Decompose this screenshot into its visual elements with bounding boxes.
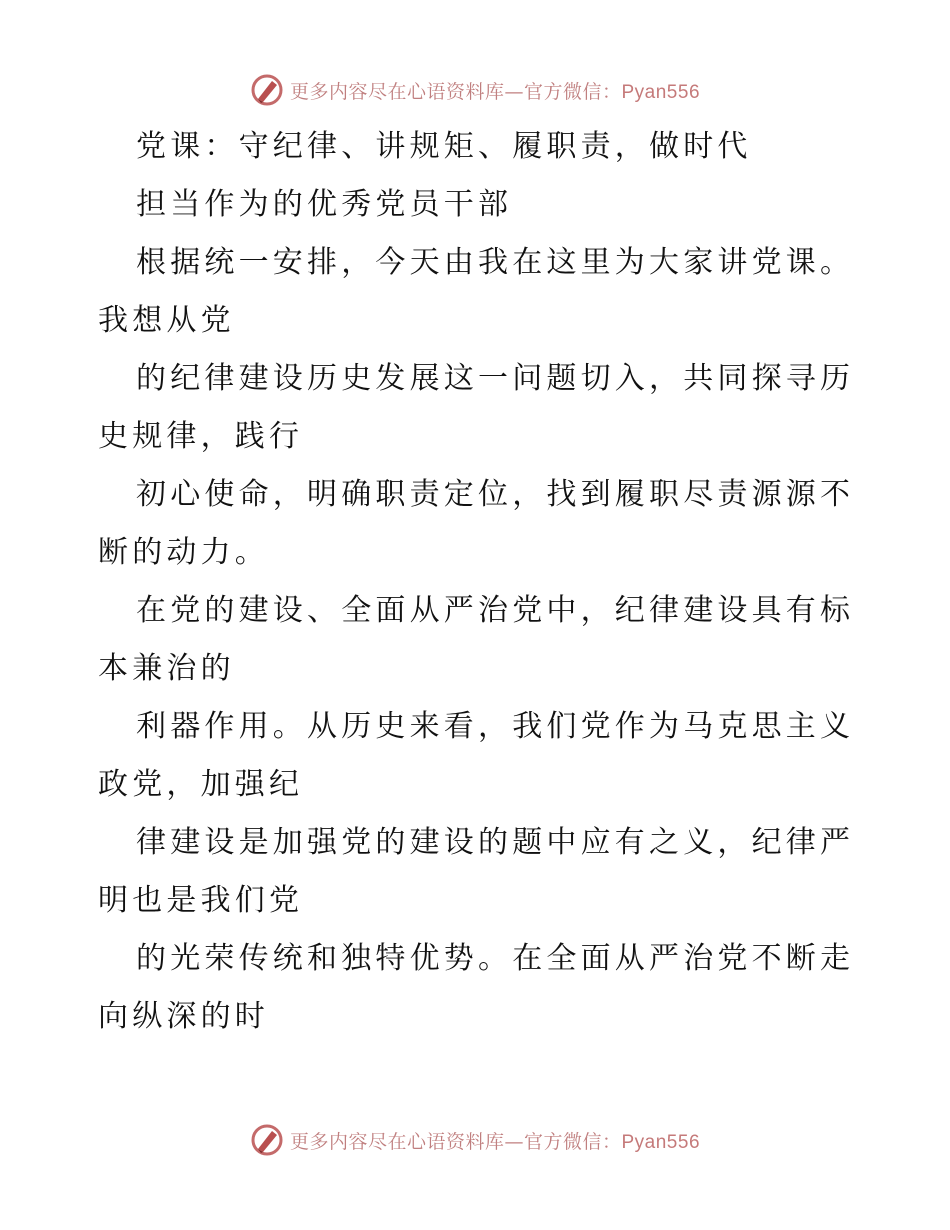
header-watermark-banner: [0, 70, 950, 110]
document-line: 的纪律建设历史发展这一问题切入，共同探寻历: [136, 361, 855, 396]
document-line: 的光荣传统和独特优势。在全面从严治党不断走: [136, 941, 855, 976]
pen-circle-logo-icon: [250, 73, 284, 107]
pen-circle-logo-icon: [250, 1123, 284, 1157]
document-line: 向纵深的时: [98, 999, 269, 1034]
document-line: 担当作为的优秀党员干部: [136, 187, 513, 222]
document-line: 党课：守纪律、讲规矩、履职责，做时代: [136, 129, 752, 164]
document-line: 政党，加强纪: [98, 767, 304, 802]
banner-wechat-id: Pyan556: [621, 1131, 701, 1153]
banner-text: 更多内容尽在心语资料库—官方微信：: [289, 1130, 622, 1153]
document-line: 我想从党: [98, 303, 235, 338]
document-line: 初心使命，明确职责定位，找到履职尽责源源不: [136, 477, 855, 512]
document-line: 根据统一安排，今天由我在这里为大家讲党课。: [136, 245, 855, 280]
document-line: 利器作用。从历史来看，我们党作为马克思主义: [136, 709, 855, 744]
document-line: 在党的建设、全面从严治党中，纪律建设具有标: [136, 593, 855, 628]
footer-watermark-banner: [0, 1120, 950, 1160]
document-line: 明也是我们党: [98, 883, 304, 918]
document-body: [98, 118, 858, 1046]
document-line: 律建设是加强党的建设的题中应有之义，纪律严: [136, 825, 855, 860]
banner-text: 更多内容尽在心语资料库—官方微信：: [289, 80, 622, 103]
banner-wechat-id: Pyan556: [621, 81, 701, 103]
document-line: 史规律，践行: [98, 419, 304, 454]
document-line: 本兼治的: [98, 651, 235, 686]
document-line: 断的动力。: [98, 535, 269, 570]
